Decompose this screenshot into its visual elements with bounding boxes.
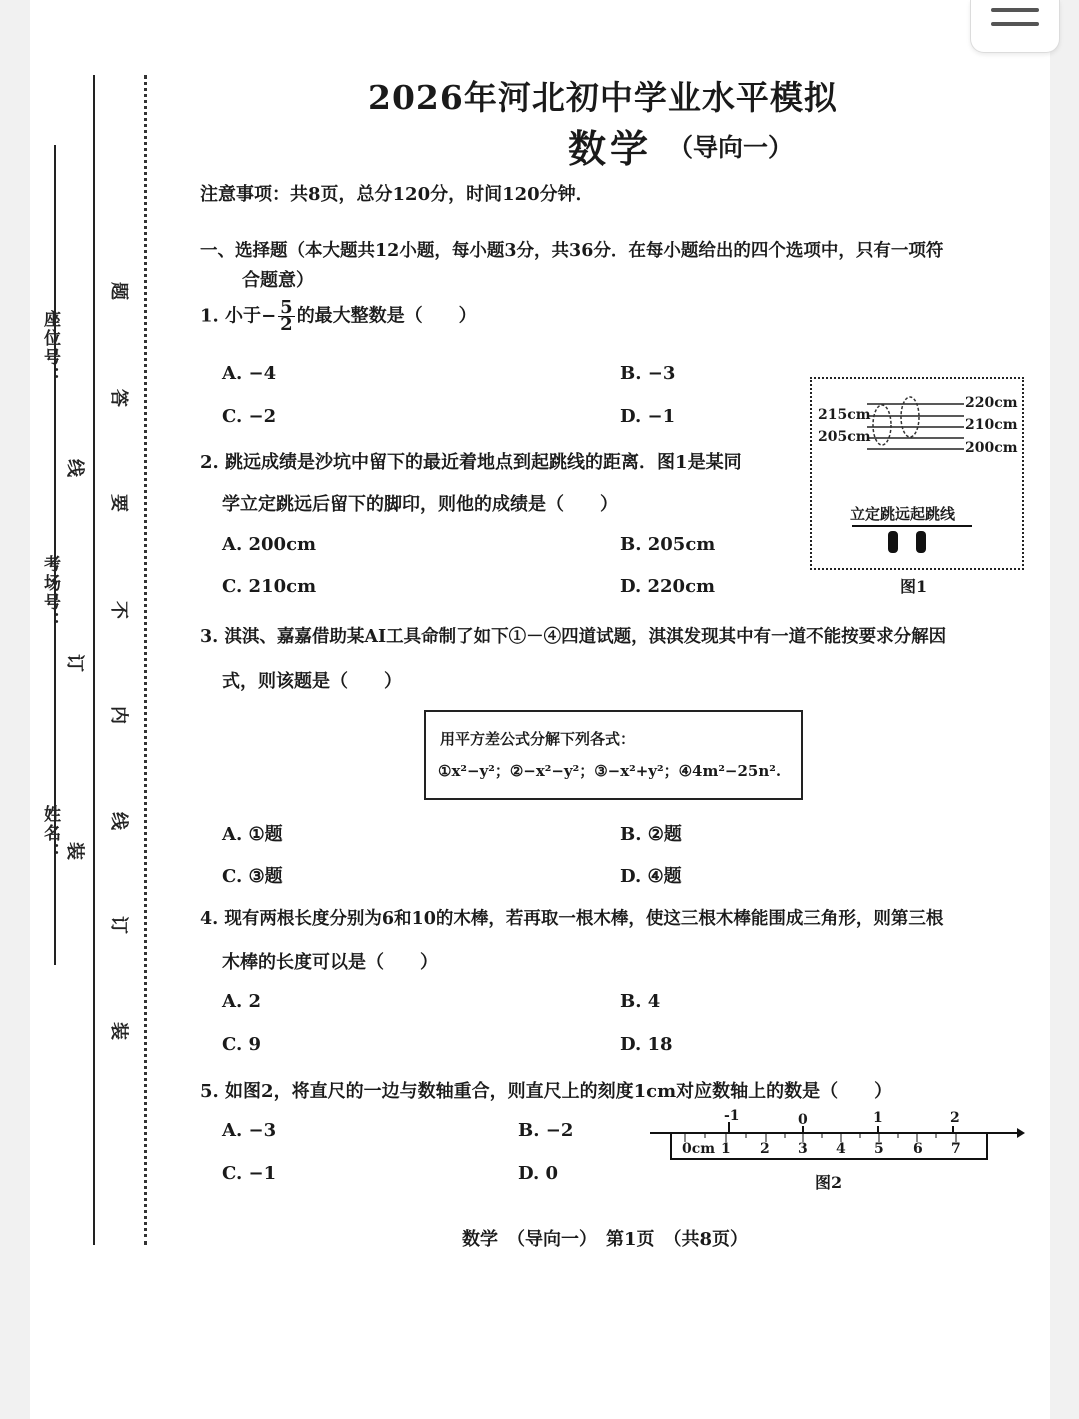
q1-option-c[interactable]: C. −2	[222, 406, 277, 427]
q4-option-b[interactable]: B. 4	[620, 991, 661, 1012]
q3-option-c[interactable]: C. ③题	[222, 866, 283, 887]
exam-title: 2026年河北初中学业水平模拟	[368, 78, 838, 117]
q3-box-title: 用平方差公式分解下列各式：	[440, 730, 636, 748]
name-label: 姓名：	[40, 805, 60, 862]
q1-suffix: 的最大整数是（ ）	[296, 305, 477, 327]
question-5: 5. 如图2，将直尺的一边与数轴重合，则直尺上的刻度1cm对应数轴上的数是（ ）	[200, 1081, 893, 1102]
binding-mark: 装	[64, 842, 85, 860]
seal-char: 订	[108, 916, 129, 934]
q3-option-b[interactable]: B. ②题	[620, 824, 682, 845]
q3-option-a[interactable]: A. ①题	[222, 824, 283, 845]
fig2-ruler-label: 0cm	[682, 1141, 716, 1157]
subject-title: 数学	[568, 126, 653, 171]
fig2-ruler-label: 7	[951, 1141, 961, 1157]
fig2-ruler-label: 5	[874, 1141, 884, 1157]
seal-char: 题	[108, 282, 129, 300]
q2-option-d[interactable]: D. 220cm	[620, 576, 716, 597]
question-3: 3. 淇淇、嘉嘉借助某AI工具命制了如下①－④四道试题，淇淇发现其中有一道不能按要求分解因	[200, 627, 947, 647]
q3-option-d[interactable]: D. ④题	[620, 866, 682, 887]
q1-fraction	[278, 297, 295, 335]
q1-option-b[interactable]: B. −3	[620, 363, 676, 384]
fig1-takeoff-line-label: 立定跳远起跳线	[850, 505, 956, 523]
q2-option-b[interactable]: B. 205cm	[620, 534, 716, 555]
question-2-cont: 学立定跳远后留下的脚印，则他的成绩是（ ）	[222, 494, 618, 515]
q4-option-a[interactable]: A. 2	[222, 991, 262, 1012]
fig1-label-210: 210cm	[965, 417, 1018, 433]
q5-option-a[interactable]: A. −3	[222, 1120, 277, 1141]
seat-number-label: 座位号：	[40, 310, 60, 386]
fig1-label-215: 215cm	[818, 407, 871, 423]
figure-1	[810, 377, 1024, 570]
question-3-cont: 式，则该题是（ ）	[222, 671, 402, 692]
question-1	[200, 297, 477, 335]
binding-line-inner	[93, 75, 95, 1245]
q4-option-d[interactable]: D. 18	[620, 1034, 673, 1055]
q5-option-b[interactable]: B. −2	[518, 1120, 574, 1141]
binding-mark: 线	[64, 459, 85, 477]
seal-char: 内	[108, 706, 129, 724]
seal-dotted-line	[144, 75, 147, 1245]
q1-option-a[interactable]: A. −4	[222, 363, 277, 384]
fig2-ruler-label: 1	[721, 1141, 731, 1157]
fig2-ruler-label: 2	[760, 1141, 770, 1157]
q2-option-c[interactable]: C. 210cm	[222, 576, 317, 597]
q2-option-a[interactable]: A. 200cm	[222, 534, 317, 555]
q1-frac-num: 5	[280, 297, 293, 318]
q5-option-c[interactable]: C. −1	[222, 1163, 277, 1184]
fig2-axis-label: 0	[798, 1112, 808, 1128]
figure-2-caption: 图2	[815, 1173, 843, 1192]
q4-option-c[interactable]: C. 9	[222, 1034, 262, 1055]
q1-prefix: 1. 小于	[200, 305, 262, 327]
section-heading: 一、选择题（本大题共12小题，每小题3分，共36分．在每小题给出的四个选项中，只有一项符	[200, 241, 944, 261]
figure-1-caption: 图1	[900, 577, 928, 596]
seal-char: 要	[108, 494, 129, 512]
fig2-axis-label: 1	[873, 1110, 883, 1126]
exam-room-label: 考场号：	[40, 555, 60, 631]
q1-minus: −	[261, 305, 277, 327]
menu-icon	[991, 8, 1039, 12]
seal-char: 不	[108, 601, 129, 619]
question-4-cont: 木棒的长度可以是（ ）	[222, 952, 438, 973]
fig2-ruler-label: 4	[836, 1141, 846, 1157]
seal-char: 答	[108, 389, 129, 407]
fig2-ruler-label: 3	[798, 1141, 808, 1157]
fig1-label-205: 205cm	[818, 429, 871, 445]
section-heading-cont: 合题意）	[242, 270, 314, 291]
figure-2-drawing	[645, 1108, 1025, 1168]
q1-frac-den: 2	[280, 314, 293, 335]
menu-button[interactable]	[970, 0, 1060, 53]
menu-icon	[991, 22, 1039, 26]
q5-option-d[interactable]: D. 0	[518, 1163, 559, 1184]
question-2: 2. 跳远成绩是沙坑中留下的最近着地点到起跳线的距离．图1是某同	[200, 452, 742, 473]
page-footer: 数学 （导向一） 第1页 （共8页）	[462, 1229, 749, 1250]
fig2-axis-label: 2	[950, 1110, 960, 1126]
seal-char: 装	[108, 1022, 129, 1040]
binding-mark: 订	[64, 654, 85, 672]
fig2-axis-label: -1	[724, 1108, 740, 1124]
q3-box-expressions: ①x²−y²；②−x²−y²；③−x²+y²；④4m²−25n².	[438, 762, 782, 780]
seal-char: 线	[108, 812, 129, 830]
fig1-label-200: 200cm	[965, 440, 1018, 456]
question-4: 4. 现有两根长度分别为6和10的木棒，若再取一根木棒，使这三根木棒能围成三角形，则第三根	[200, 909, 944, 929]
notice-text: 注意事项：共8页，总分120分，时间120分钟．	[200, 184, 594, 205]
guide-subtitle: （导向一）	[668, 133, 794, 162]
q3-problem-box	[424, 710, 803, 800]
q1-option-d[interactable]: D. −1	[620, 406, 676, 427]
fig2-ruler-label: 6	[913, 1141, 923, 1157]
fig1-label-220: 220cm	[965, 395, 1018, 411]
